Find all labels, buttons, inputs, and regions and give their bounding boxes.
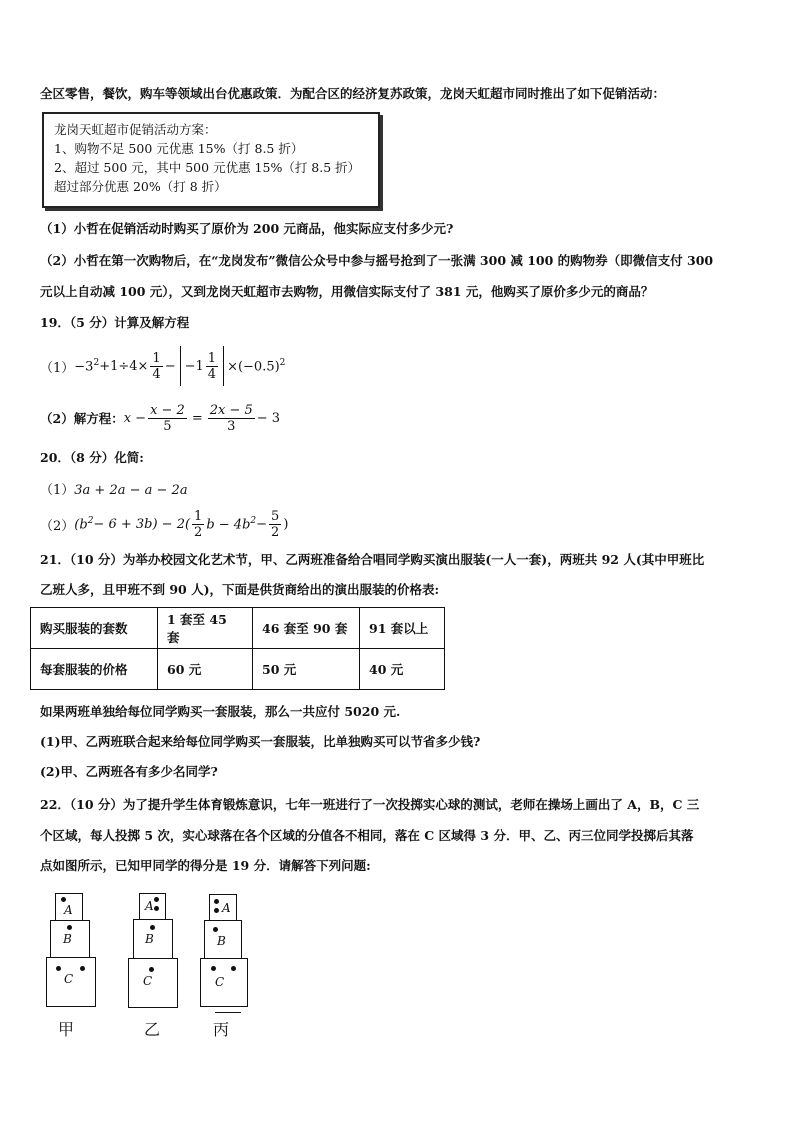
zone-b-box <box>50 920 90 959</box>
zone-b-label: B <box>63 932 72 946</box>
landing-dot <box>213 927 218 932</box>
q21-line2: 乙班人多，且甲班不到 90 人)，下面是供货商给出的演出服装的价格表: <box>40 582 440 597</box>
q20p2-expr-c: $b - 4b^2$ <box>206 515 257 533</box>
q19-part1 <box>40 344 285 388</box>
zone-c-label: C <box>64 972 74 986</box>
landing-dot <box>154 897 159 902</box>
q20-part1-expr: 3a + 2a − a − 2a <box>74 483 188 498</box>
landing-dot <box>61 897 66 902</box>
table-cell: 91 套以上 <box>360 608 445 649</box>
q19-expr-a: $-3^2$ <box>74 357 100 375</box>
q19p2-expr-a: x − <box>123 410 147 426</box>
landing-dot <box>211 966 216 971</box>
q20p2-expr-a: ($b^2$ <box>74 515 94 533</box>
table-cell: 60 元 <box>158 649 253 690</box>
underline-mark <box>215 1012 241 1013</box>
q19p2-expr-b: − 3 <box>256 410 281 426</box>
table-row <box>31 649 445 690</box>
abs-bar-right <box>223 346 224 386</box>
landing-dot <box>149 967 154 972</box>
q20-part2 <box>40 504 288 544</box>
zone-c-label: C <box>215 975 225 989</box>
zone-b-box <box>133 919 173 960</box>
table-cell: 每套服装的价格 <box>31 649 158 690</box>
price-table <box>30 607 445 690</box>
intro-text: 全区零售，餐饮，购车等领域出台优惠政策．为配合区的经济复苏政策，龙岗天虹超市同时推出了如下促销活动： <box>40 86 666 101</box>
q18-part2-line2: 元以上自动减 100 元），又到龙岗天虹超市去购物，用微信实际支付了 381 元，他购买了原价多少元的商品？ <box>40 284 654 299</box>
q18-part1: （1）小哲在促销活动时购买了原价为 200 元商品，他实际应支付多少元? <box>40 221 454 236</box>
q20p2-fraction-2: $\frac{5}{2}$ <box>271 508 280 540</box>
promo-line-3: 2、超过 500 元，其中 500 元优惠 15%（打 8.5 折） <box>54 160 361 175</box>
q20-title: 20．（8 分）化简: <box>40 450 144 465</box>
q21-sub1: (1)甲、乙两班联合起来给每位同学购买一套服装，比单独购买可以节省多少钱? <box>40 734 481 749</box>
promo-line-1: 龙岗天虹超市促销活动方案： <box>54 122 217 137</box>
landing-dot <box>150 925 155 930</box>
table-cell: 购买服装的套数 <box>31 608 158 649</box>
zone-b-box <box>204 920 242 960</box>
q19-part2 <box>40 398 280 438</box>
q19p2-equals: = <box>191 410 203 426</box>
zone-a-label: A <box>64 903 73 917</box>
q20-part2-label: （2） <box>40 518 75 534</box>
q21-line1: 21．（10 分）为举办校园文化艺术节，甲、乙两班准备给合唱同学购买演出服装(一人一套)，两班共 92 人(其中甲班比 <box>40 552 705 567</box>
q22-line1: 22．（10 分）为了提升学生体育锻炼意识，七年一班进行了一次投掷实心球的测试，老师在操场上画出了 A，B，C 三 <box>40 797 700 812</box>
q22-line2: 个区域，每人投掷 5 次，实心球落在各个区域的分值各不相同，落在 C 区域得 3 分．甲、乙、丙三位同学投掷后其落 <box>40 828 694 843</box>
table-cell: 46 套至 90 套 <box>253 608 360 649</box>
q19-title: 19．（5 分）计算及解方程 <box>40 315 190 330</box>
landing-dot <box>214 908 219 913</box>
q20p2-expr-b: − 6 + 3b) − 2( <box>93 516 191 532</box>
student-label: 丙 <box>213 1020 230 1039</box>
q20-part1-label: （1） <box>40 483 75 498</box>
abs-bar-left <box>180 346 181 386</box>
q20-part1 <box>40 479 188 498</box>
landing-dot <box>80 966 85 971</box>
zone-b-label: B <box>145 932 154 946</box>
q19-part1-label: （1） <box>40 360 75 376</box>
zone-c-box <box>200 958 248 1007</box>
zone-a-box <box>55 893 83 922</box>
q19p2-fraction-2: $\frac{2x - 5}{3}$ <box>209 402 253 434</box>
landing-dot <box>67 925 72 930</box>
student-label: 甲 <box>58 1020 75 1039</box>
zone-a-box <box>209 894 237 922</box>
q20p2-expr-d: − <box>256 516 268 532</box>
landing-dot <box>231 966 236 971</box>
table-cell: 50 元 <box>253 649 360 690</box>
zone-a-label: A <box>145 899 154 913</box>
q21-sub2: (2)甲、乙两班各有多少名同学? <box>40 764 218 779</box>
landing-dot <box>154 906 159 911</box>
landing-dot <box>56 966 61 971</box>
table-cell: 40 元 <box>360 649 445 690</box>
q21-after: 如果两班单独给每位同学购买一套服装，那么一共应付 5020 元. <box>40 704 401 719</box>
q19-expr-b: +1÷4× <box>99 358 149 374</box>
zone-c-box <box>128 958 178 1008</box>
q19-expr-e: $\times(-0.5)^2$ <box>227 357 286 375</box>
table-row <box>31 608 445 649</box>
q19-expr-d: −1 <box>184 358 204 374</box>
student-label: 乙 <box>144 1020 161 1039</box>
zone-a-label: A <box>222 901 231 915</box>
q19-expr-c: − <box>164 358 176 374</box>
table-cell: 1 套至 45 套 <box>158 608 253 649</box>
promo-line-2: 1、购物不足 500 元优惠 15%（打 8.5 折） <box>54 141 304 156</box>
promo-line-4: 超过部分优惠 20%（打 8 折） <box>54 179 227 194</box>
zone-a-box <box>139 893 166 921</box>
q19-fraction-2: $\frac{1}{4}$ <box>207 350 217 382</box>
zone-b-label: B <box>217 934 226 948</box>
q19-part2-label: （2）解方程： <box>40 411 124 426</box>
q20p2-expr-e: ) <box>283 516 289 532</box>
promotion-box <box>42 112 380 208</box>
zone-c-box <box>46 957 96 1007</box>
q19-fraction-1: $\frac{1}{4}$ <box>152 350 161 382</box>
q20p2-fraction-1: $\frac{1}{2}$ <box>194 508 203 540</box>
landing-dot <box>214 899 219 904</box>
zone-c-label: C <box>143 974 153 988</box>
q18-part2-line1: （2）小哲在第一次购物后，在“龙岗发布”微信公众号中参与摇号抢到了一张满 300 减 100 的购物券（即微信支付 300 <box>40 253 714 268</box>
q19p2-fraction-1: $\frac{x - 2}{5}$ <box>150 402 185 434</box>
q22-line3: 点如图所示，已知甲同学的得分是 19 分．请解答下列问题: <box>40 858 371 873</box>
